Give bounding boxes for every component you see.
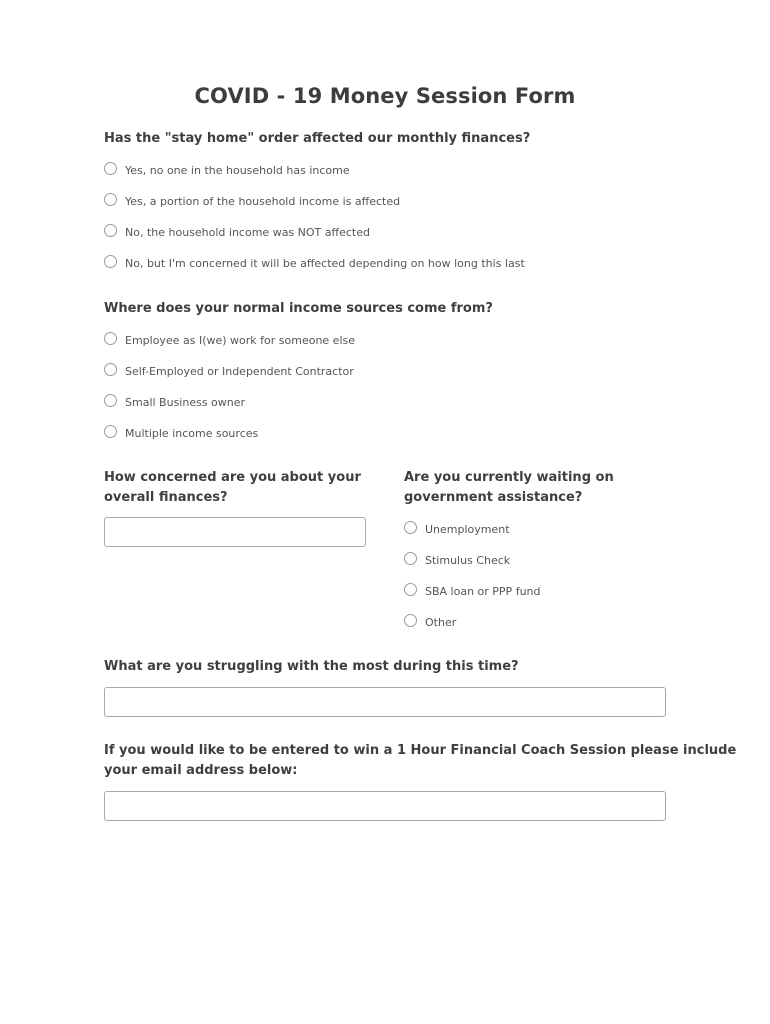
option-label: Employee as I(we) work for someone else — [125, 333, 356, 347]
q4-option[interactable] — [404, 551, 510, 569]
q3-label-line2: overall finances? — [104, 489, 228, 505]
q6-label-line1: If you would like to be entered to win a 1 Hour Financial Coach Session please include — [104, 743, 737, 758]
finance-concern-input[interactable] — [104, 517, 366, 547]
option-label: Yes, no one in the household has income — [125, 163, 350, 177]
q1-label: Has the "stay home" order affected our monthly finances? — [104, 131, 531, 146]
form-title: COVID - 19 Money Session Form — [194, 84, 576, 108]
radio-button[interactable] — [104, 162, 117, 175]
radio-button[interactable] — [104, 332, 117, 345]
q2-option[interactable] — [104, 362, 354, 380]
radio-button[interactable] — [404, 552, 417, 565]
radio-button[interactable] — [104, 363, 117, 376]
struggling-input[interactable] — [104, 687, 666, 717]
q6-label-line2: your email address below: — [104, 762, 298, 778]
radio-button[interactable] — [104, 224, 117, 237]
option-label: Small Business owner — [125, 395, 246, 409]
option-label: Self-Employed or Independent Contractor — [125, 364, 354, 378]
option-label: Other — [425, 615, 457, 629]
option-label: Unemployment — [425, 522, 510, 536]
q1-option[interactable] — [104, 254, 525, 272]
q2-label: Where does your normal income sources come from? — [104, 301, 493, 316]
q4-label-line1: Are you currently waiting on — [404, 470, 614, 485]
option-label: Multiple income sources — [125, 426, 259, 440]
q2-option[interactable] — [104, 393, 245, 411]
radio-button[interactable] — [404, 583, 417, 596]
q2-option[interactable] — [104, 331, 355, 349]
q4-option[interactable] — [404, 520, 510, 538]
radio-button[interactable] — [104, 255, 117, 268]
option-label: No, the household income was NOT affected — [125, 225, 370, 239]
q3-label — [104, 468, 374, 507]
q2-option[interactable] — [104, 424, 258, 442]
q5-label: What are you struggling with the most during this time? — [104, 659, 519, 674]
radio-button[interactable] — [404, 521, 417, 534]
option-label: Yes, a portion of the household income is affected — [125, 194, 401, 208]
option-label: SBA loan or PPP fund — [425, 584, 541, 598]
q4-label — [404, 468, 674, 507]
q4-label-line2: government assistance? — [404, 489, 583, 505]
q3-label-line1: How concerned are you about your — [104, 470, 361, 485]
option-label: No, but I'm concerned it will be affected depending on how long this last — [125, 256, 525, 270]
radio-button[interactable] — [104, 394, 117, 407]
q1-option[interactable] — [104, 192, 400, 210]
option-label: Stimulus Check — [425, 553, 511, 567]
q4-option[interactable] — [404, 582, 541, 600]
q1-option[interactable] — [104, 161, 350, 179]
radio-button[interactable] — [404, 614, 417, 627]
q6-label — [104, 741, 737, 780]
radio-button[interactable] — [104, 425, 117, 438]
q4-option[interactable] — [404, 613, 456, 631]
radio-button[interactable] — [104, 193, 117, 206]
q1-option[interactable] — [104, 223, 370, 241]
email-input[interactable] — [104, 791, 666, 821]
